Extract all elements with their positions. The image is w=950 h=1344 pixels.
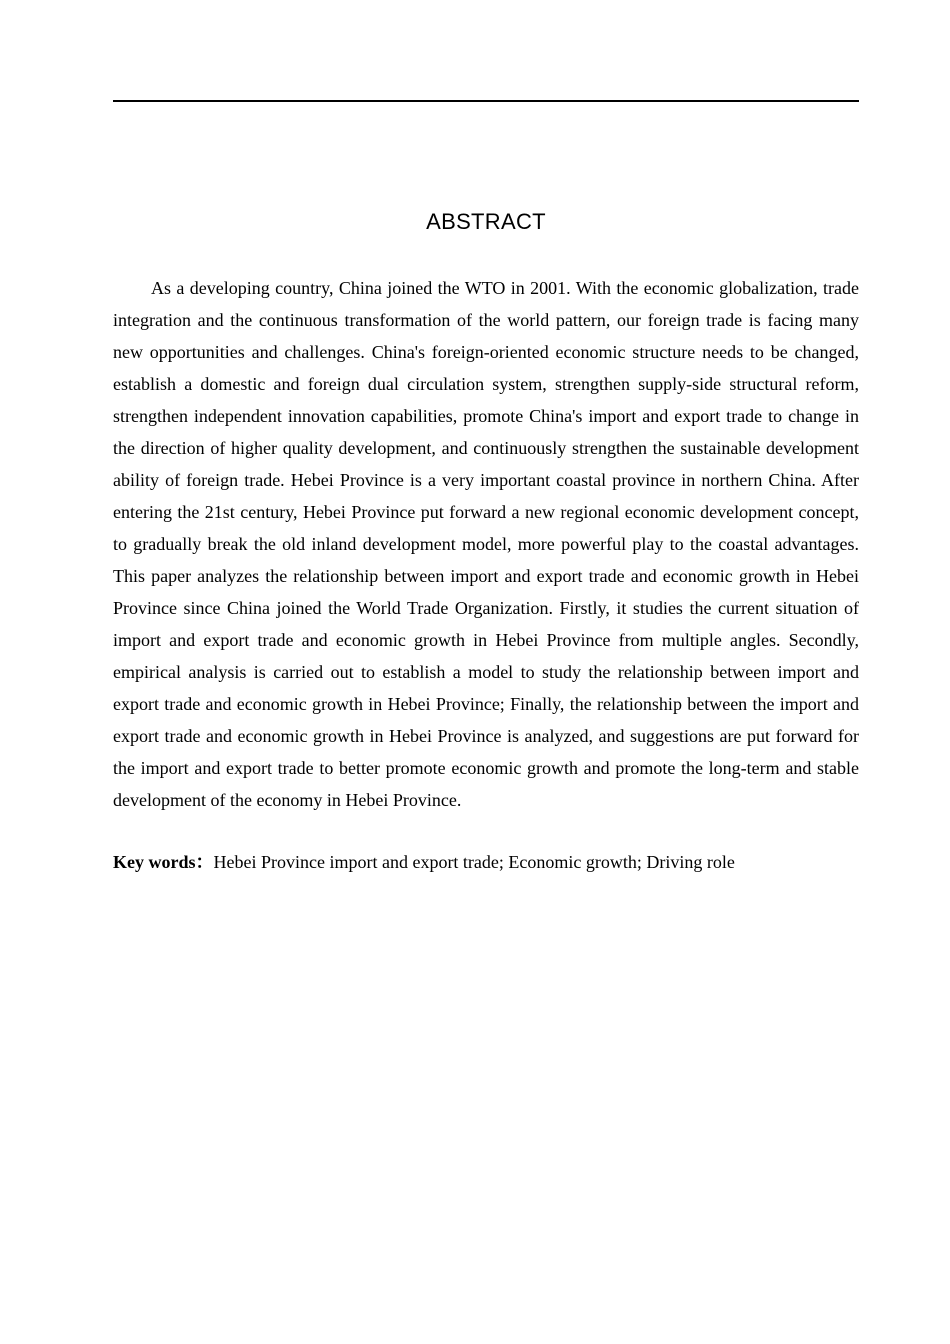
abstract-title: ABSTRACT	[426, 209, 546, 234]
keywords-label: Key words：	[113, 852, 214, 872]
keywords-text: Hebei Province import and export trade; Economic growth; Driving role	[213, 852, 735, 872]
abstract-body: As a developing country, China joined the WTO in 2001. With the economic globalization, trade integration and the continuous transformation of the world pattern, our foreign trade is facing many new opportunities and challenges. China's foreign-oriented economic structure needs to be changed, establish a domestic and foreign dual circulation system, strengthen supply-side structural reform, strengthen independent innovation capabilities, promote China's import and export trade to change in the direction of higher quality development, and continuously strengthen the sustainable development ability of foreign trade. Hebei Province is a very important coastal province in northern China. After entering the 21st century, Hebei Province put forward a new regional economic development concept, to gradually break the old inland development model, more powerful play to the coastal advantages. This paper analyzes the relationship between import and export trade and economic growth in Hebei Province since China joined the World Trade Organization. Firstly, it studies the current situation of import and export trade and economic growth in Hebei Province from multiple angles. Secondly, empirical analysis is carried out to establish a model to study the relationship between import and export trade and economic growth in Hebei Province; Finally, the relationship between the import and export trade and economic growth in Hebei Province is analyzed, and suggestions are put forward for the import and export trade to better promote economic growth and promote the long-term and stable development of the economy in Hebei Province.	[113, 278, 859, 810]
keywords-line	[113, 846, 859, 878]
header-rule	[113, 100, 859, 102]
